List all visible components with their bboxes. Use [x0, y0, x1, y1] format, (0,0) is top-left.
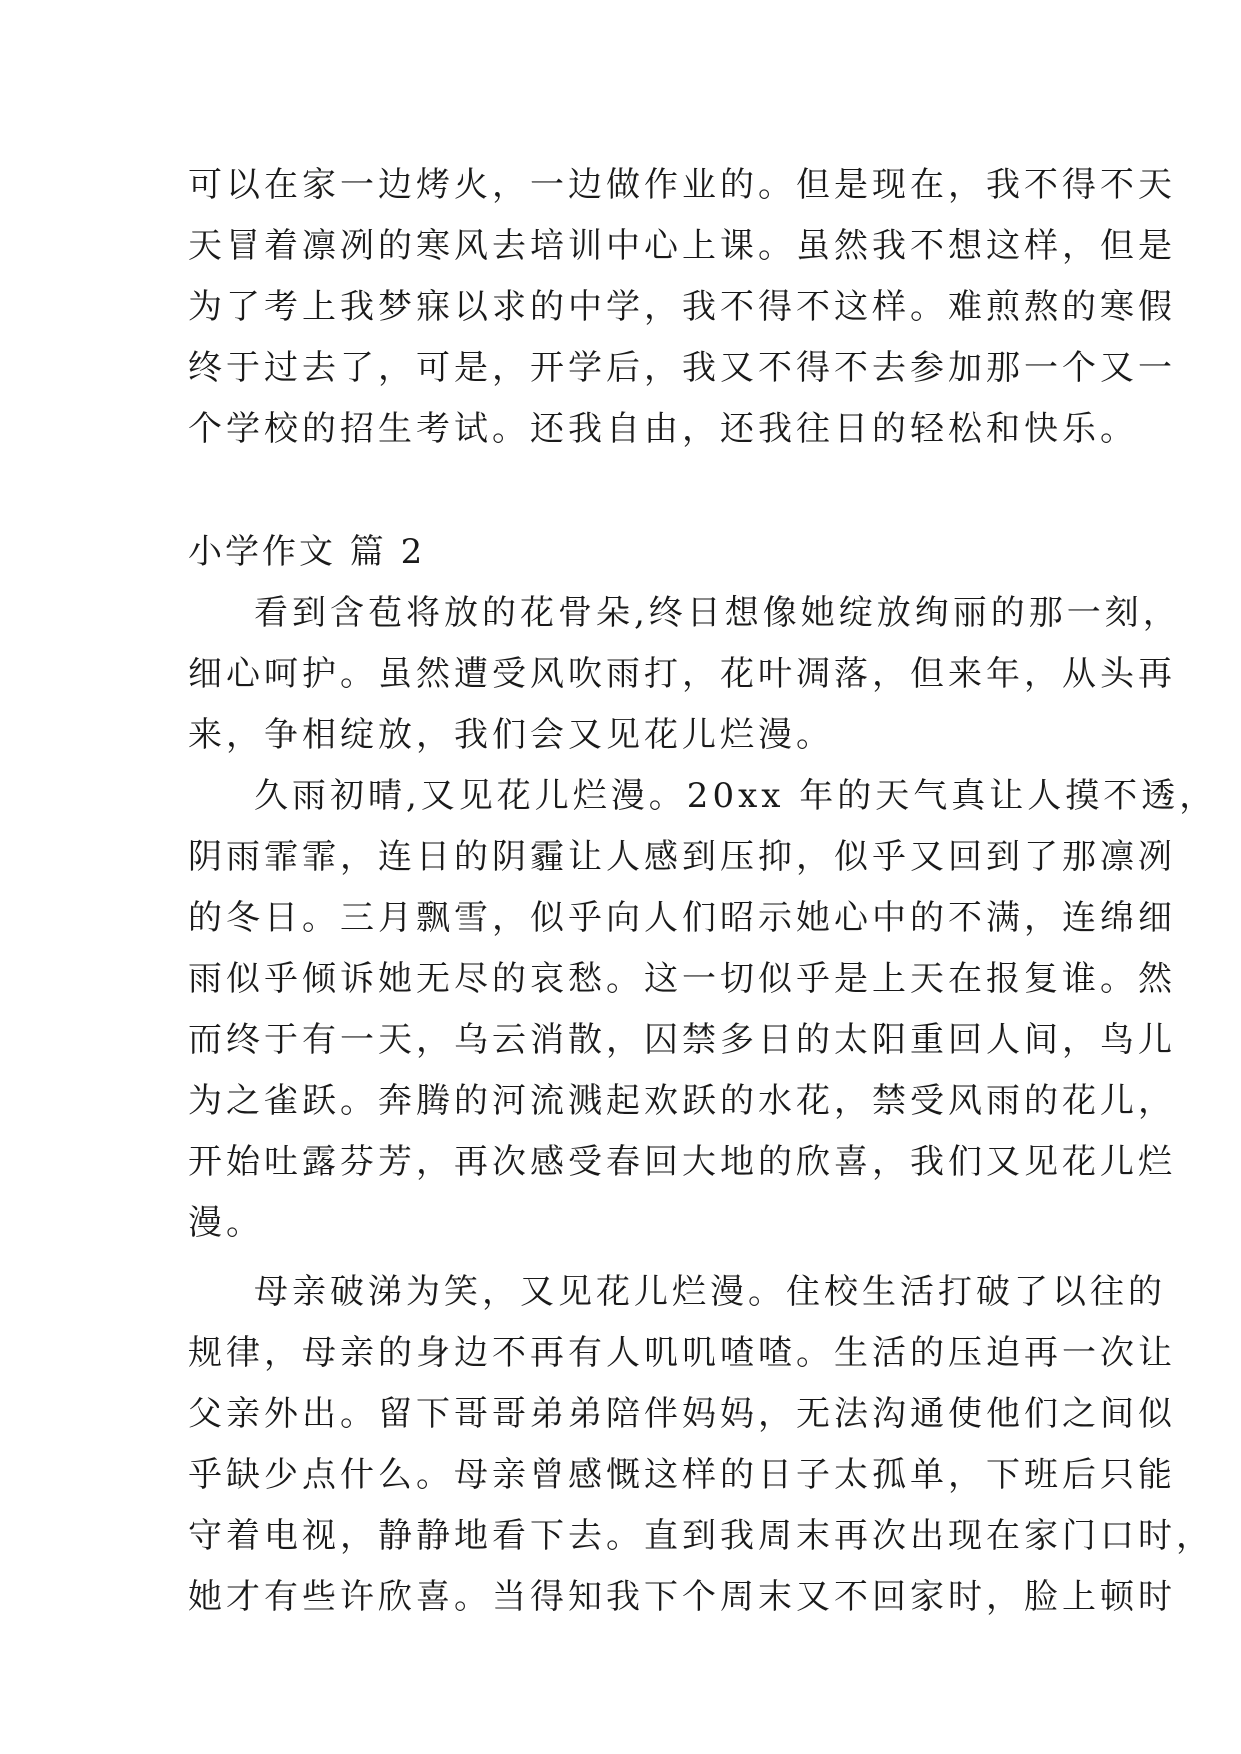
section-spacer [188, 460, 1068, 522]
text-line: 终于过去了，可是，开学后，我又不得不去参加那一个又一 [188, 348, 1176, 388]
text-line: 雨似乎倾诉她无尽的哀愁。这一切似乎是上天在报复谁。然 [188, 959, 1176, 999]
text-line: 守着电视，静静地看下去。直到我周末再次出现在家门口时， [188, 1516, 1214, 1556]
document-body [188, 155, 1218, 1628]
section-heading: 小学作文 篇 2 [188, 532, 426, 572]
text-line: 漫。 [188, 1203, 264, 1243]
text-line: 天冒着凛冽的寒风去培训中心上课。虽然我不想这样，但是 [188, 226, 1176, 266]
text-line: 个学校的招生考试。还我自由，还我往日的轻松和快乐。 [188, 409, 1138, 449]
paragraph-2 [188, 766, 1218, 1254]
paragraph-3 [188, 1262, 1214, 1628]
text-line: 规律，母亲的身边不再有人叽叽喳喳。生活的压迫再一次让 [188, 1333, 1176, 1373]
intro-paragraph [188, 155, 1176, 460]
paragraph-spacer [188, 1254, 1068, 1262]
text-line: 久雨初晴,又见花儿烂漫。20xx 年的天气真让人摸不透， [254, 776, 1218, 816]
text-line: 可以在家一边烤火，一边做作业的。但是现在，我不得不天 [188, 165, 1176, 205]
text-line: 父亲外出。留下哥哥弟弟陪伴妈妈，无法沟通使他们之间似 [188, 1394, 1176, 1434]
text-line: 细心呵护。虽然遭受风吹雨打，花叶凋落，但来年，从头再 [188, 654, 1176, 694]
text-line: 而终于有一天，乌云消散，囚禁多日的太阳重回人间，鸟儿 [188, 1020, 1176, 1060]
text-line: 开始吐露芬芳，再次感受春回大地的欣喜，我们又见花儿烂 [188, 1142, 1176, 1182]
text-line: 来，争相绽放，我们会又见花儿烂漫。 [188, 715, 834, 755]
text-line: 的冬日。三月飘雪，似乎向人们昭示她心中的不满，连绵细 [188, 898, 1176, 938]
text-line: 阴雨霏霏，连日的阴霾让人感到压抑，似乎又回到了那凛冽 [188, 837, 1176, 877]
text-line: 为之雀跃。奔腾的河流溅起欢跃的水花，禁受风雨的花儿， [188, 1081, 1176, 1121]
text-line: 乎缺少点什么。母亲曾感慨这样的日子太孤单，下班后只能 [188, 1455, 1176, 1495]
text-line: 为了考上我梦寐以求的中学，我不得不这样。难煎熬的寒假 [188, 287, 1176, 327]
text-line: 母亲破涕为笑，又见花儿烂漫。住校生活打破了以往的 [254, 1272, 1166, 1312]
paragraph-1 [188, 583, 1181, 766]
text-line: 她才有些许欣喜。当得知我下个周末又不回家时，脸上顿时 [188, 1577, 1176, 1617]
text-line: 看到含苞将放的花骨朵,终日想像她绽放绚丽的那一刻， [254, 593, 1181, 633]
